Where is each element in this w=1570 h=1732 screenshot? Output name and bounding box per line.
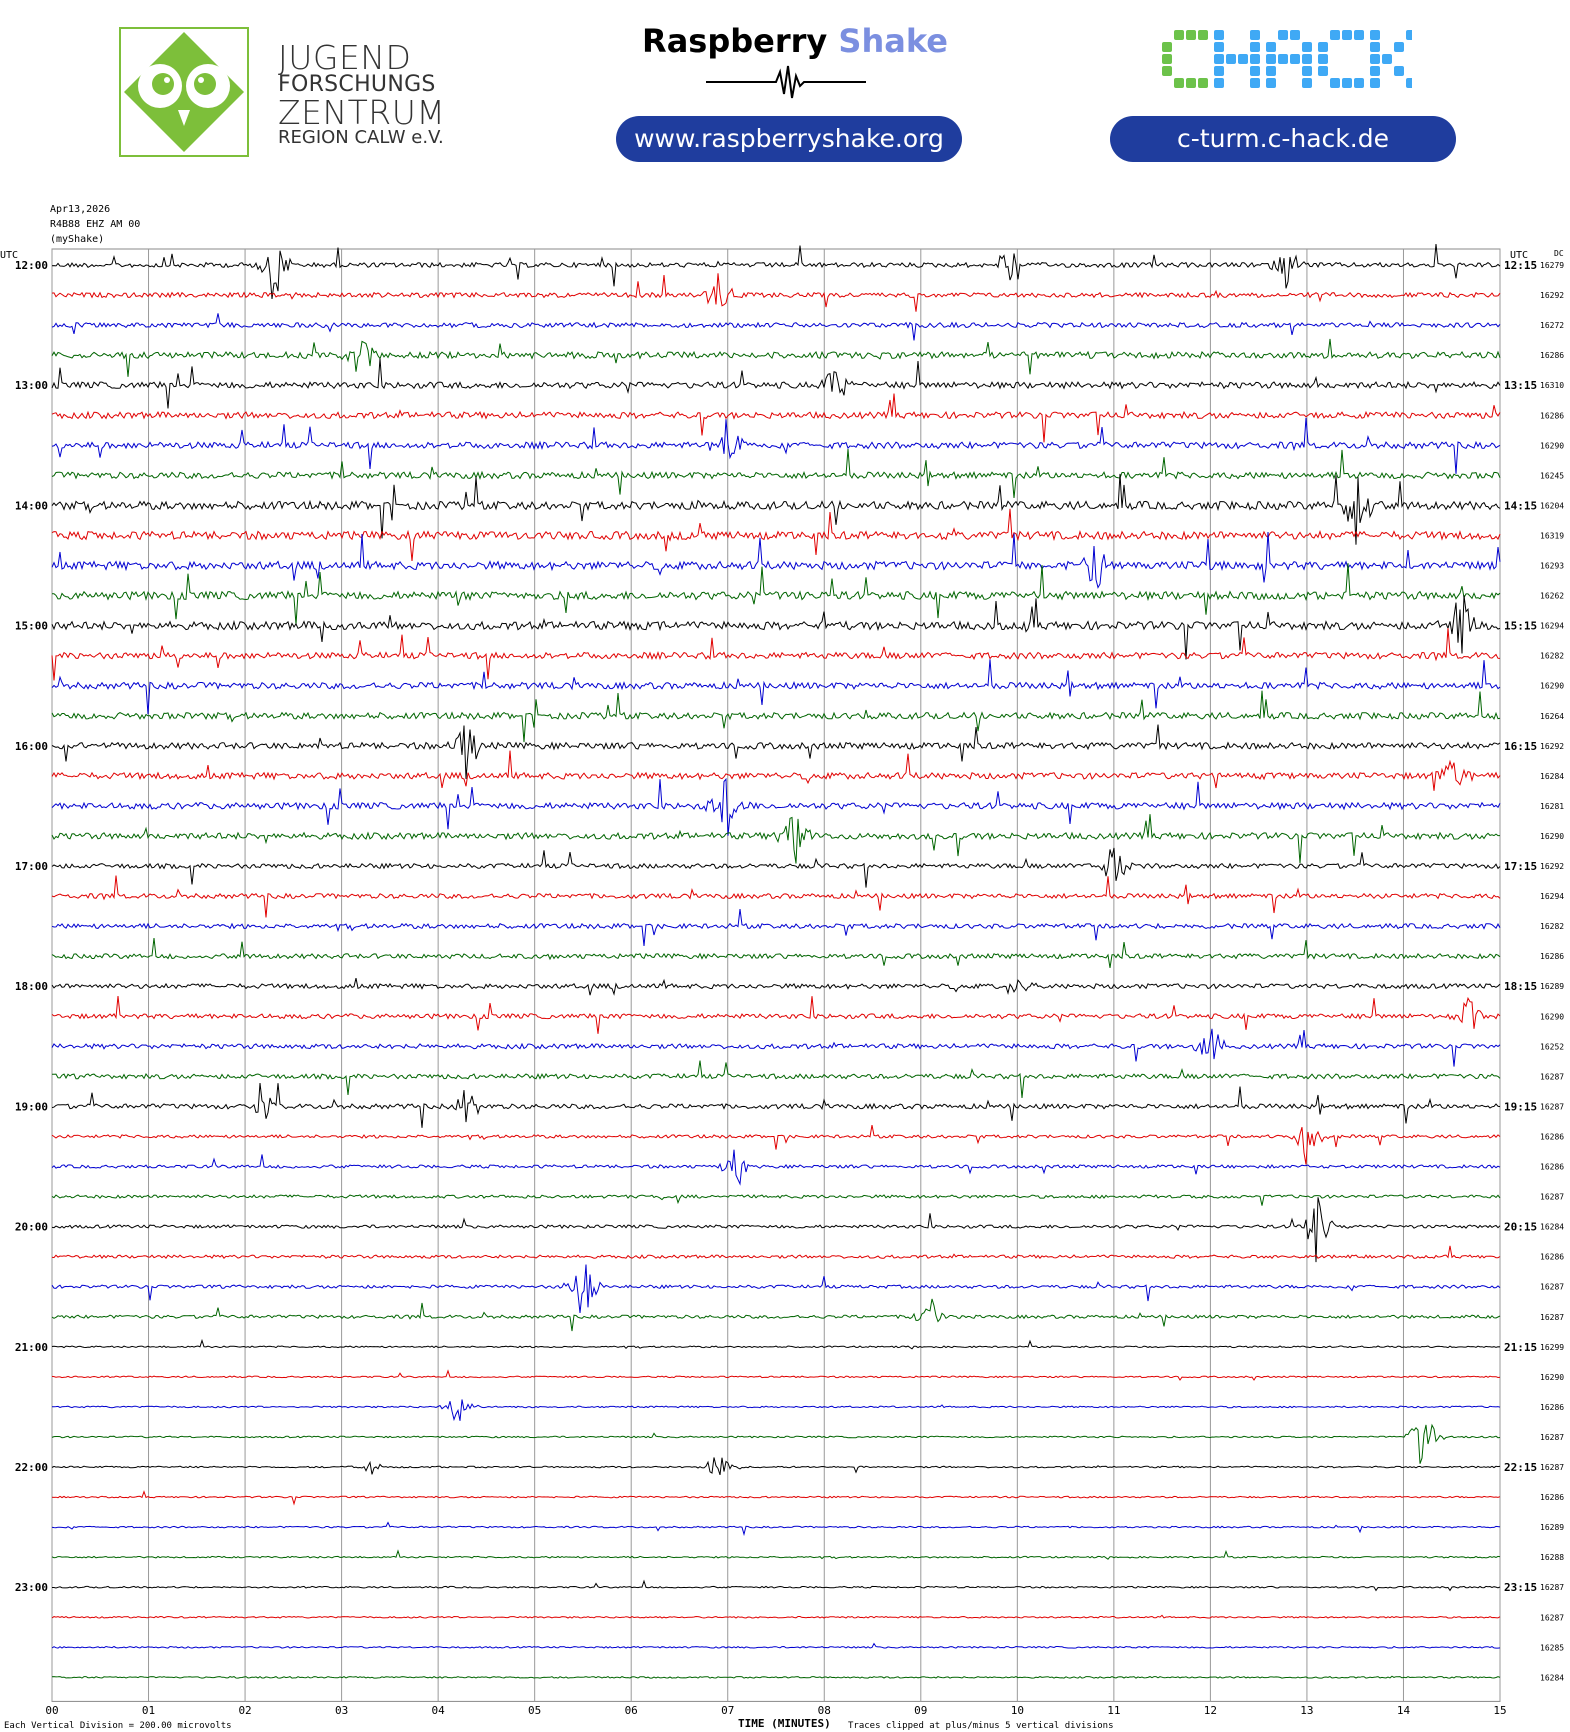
dc-value-label: 16286 (1540, 411, 1565, 421)
dc-value-label: 16286 (1540, 1132, 1565, 1142)
x-tick-label: 12 (1203, 1704, 1218, 1717)
left-time-label: 19:00 (14, 1100, 48, 1114)
right-time-label: 13:15 (1504, 379, 1538, 393)
dc-label: DC (1554, 249, 1564, 258)
dc-value-label: 16272 (1540, 321, 1565, 331)
x-tick-label: 07 (721, 1704, 735, 1717)
dc-value-label: 16284 (1540, 1222, 1565, 1232)
right-time-label: 16:15 (1504, 739, 1538, 753)
jfz-line4: REGION CALW e.V. (278, 127, 444, 148)
left-time-label: 16:00 (14, 739, 48, 753)
right-utc-label: UTC (1510, 250, 1529, 261)
left-time-label: 13:00 (14, 379, 48, 393)
left-utc-label: UTC (0, 250, 19, 261)
plot-frame (52, 249, 1500, 1701)
seismic-trace (52, 1246, 1500, 1258)
seismic-trace (52, 1061, 1500, 1098)
seismic-trace (52, 563, 1500, 625)
x-tick-label: 13 (1300, 1704, 1314, 1717)
seismic-trace (52, 876, 1500, 918)
rs-word1: Raspberry (642, 22, 828, 60)
seismic-trace (52, 1125, 1500, 1165)
dc-value-label: 16287 (1540, 1072, 1565, 1082)
right-time-label: 12:15 (1504, 259, 1538, 272)
dc-value-label: 16245 (1540, 471, 1565, 481)
seismic-trace (52, 1676, 1500, 1678)
dc-value-label: 16299 (1540, 1342, 1565, 1352)
seismic-trace (52, 691, 1500, 743)
x-tick-label: 10 (1010, 1704, 1024, 1717)
dc-value-label: 16264 (1540, 711, 1565, 721)
seismic-trace (52, 1523, 1500, 1535)
dc-value-label: 16292 (1540, 291, 1565, 301)
right-time-label: 21:15 (1504, 1340, 1538, 1354)
dc-value-label: 16204 (1540, 501, 1565, 511)
dc-value-label: 16286 (1540, 351, 1565, 361)
right-time-label: 15:15 (1504, 619, 1538, 633)
seismic-trace (52, 449, 1500, 498)
seismic-trace (52, 1492, 1500, 1504)
seismic-trace (52, 978, 1500, 995)
dc-value-label: 16286 (1540, 1162, 1565, 1172)
dc-value-label: 16290 (1540, 441, 1565, 451)
dc-value-label: 16279 (1540, 261, 1565, 270)
seismic-trace (52, 848, 1500, 888)
seismic-trace (52, 1299, 1500, 1331)
seismic-trace (52, 659, 1500, 714)
left-time-label: 14:00 (14, 499, 48, 513)
seismic-trace (52, 1195, 1500, 1206)
seismic-trace (52, 474, 1500, 545)
dc-value-label: 16285 (1540, 1643, 1565, 1653)
right-time-label: 18:15 (1504, 980, 1538, 994)
seismic-trace (52, 1197, 1500, 1262)
left-time-label: 17:00 (14, 860, 48, 873)
seismic-trace (52, 628, 1500, 680)
x-tick-label: 06 (624, 1704, 638, 1717)
seismic-trace (52, 1029, 1500, 1067)
dc-value-label: 16289 (1540, 1523, 1565, 1533)
x-tick-label: 04 (431, 1704, 445, 1717)
left-time-label: 23:00 (14, 1581, 48, 1595)
x-tick-label: 08 (817, 1704, 831, 1717)
seismic-trace (52, 814, 1500, 863)
dc-value-label: 16287 (1540, 1613, 1565, 1623)
header-date: Apr13,2026 (50, 204, 111, 215)
left-time-label: 15:00 (14, 619, 48, 633)
seismic-trace (52, 418, 1500, 474)
seismic-trace (52, 1644, 1500, 1649)
jfz-line3: ZENTRUM (278, 93, 446, 132)
dc-value-label: 16286 (1540, 1493, 1565, 1503)
x-tick-label: 03 (334, 1704, 349, 1717)
dc-value-label: 16286 (1540, 1252, 1565, 1262)
chack-url-link[interactable]: c-turm.c-hack.de (1110, 116, 1456, 162)
right-time-label: 23:15 (1504, 1581, 1538, 1595)
right-time-label: 19:15 (1504, 1100, 1538, 1114)
dc-value-label: 16294 (1540, 621, 1565, 631)
jfz-line2: FORSCHUNGS (278, 72, 436, 97)
dc-value-label: 16289 (1540, 982, 1565, 992)
seismic-trace (52, 1150, 1500, 1184)
dc-value-label: 16287 (1540, 1192, 1565, 1202)
x-tick-label: 15 (1493, 1704, 1507, 1717)
left-time-label: 12:00 (14, 259, 48, 272)
dc-value-label: 16262 (1540, 591, 1565, 601)
seismic-trace (52, 244, 1500, 299)
seismic-trace (52, 938, 1500, 968)
dc-value-label: 16286 (1540, 952, 1565, 962)
x-tick-label: 01 (141, 1704, 156, 1717)
dc-value-label: 16290 (1540, 681, 1565, 691)
dc-value-label: 16310 (1540, 381, 1565, 391)
right-time-label: 22:15 (1504, 1461, 1538, 1474)
seismic-trace (52, 1400, 1500, 1421)
seismic-trace (52, 532, 1500, 588)
seismic-trace (52, 1458, 1500, 1475)
x-tick-label: 11 (1107, 1704, 1121, 1717)
seismic-trace (52, 1371, 1500, 1380)
rs-word2: Shake (838, 22, 948, 60)
x-tick-label: 05 (528, 1704, 542, 1717)
seismic-trace (52, 359, 1500, 409)
dc-value-label: 16252 (1540, 1042, 1565, 1052)
seismic-trace (52, 1425, 1500, 1464)
dc-value-label: 16287 (1540, 1102, 1565, 1112)
x-axis-label: TIME (MINUTES) (738, 1717, 831, 1730)
dc-value-label: 16281 (1540, 801, 1565, 811)
dc-value-label: 16292 (1540, 862, 1565, 871)
dc-value-label: 16290 (1540, 1012, 1565, 1022)
dc-value-label: 16286 (1540, 1402, 1565, 1412)
dc-value-label: 16282 (1540, 651, 1565, 661)
seismic-trace (52, 1341, 1500, 1349)
seismic-trace (52, 595, 1500, 659)
dc-value-label: 16292 (1540, 741, 1565, 751)
dc-value-label: 16288 (1540, 1553, 1565, 1563)
dc-value-label: 16287 (1540, 1312, 1565, 1322)
header-station: R4B88 EHZ AM 00 (50, 219, 141, 230)
seismic-trace (52, 1083, 1500, 1128)
dc-value-label: 16287 (1540, 1463, 1565, 1472)
x-tick-label: 02 (238, 1704, 252, 1717)
left-time-label: 21:00 (14, 1340, 48, 1354)
seismic-trace (52, 339, 1500, 377)
scale-note: Each Vertical Division = 200.00 microvolts (4, 1721, 232, 1731)
dc-value-label: 16287 (1540, 1432, 1565, 1442)
clip-note: Traces clipped at plus/minus 5 vertical divisions (848, 1721, 1114, 1731)
seismic-trace (52, 779, 1500, 836)
dc-value-label: 16294 (1540, 892, 1565, 902)
left-time-label: 20:00 (14, 1220, 48, 1234)
left-time-label: 18:00 (14, 980, 48, 994)
seismic-trace (52, 751, 1500, 791)
dc-value-label: 16282 (1540, 922, 1565, 932)
seismic-trace (52, 394, 1500, 443)
seismic-trace (52, 273, 1500, 311)
seismic-trace (52, 313, 1500, 340)
dc-value-label: 16293 (1540, 561, 1565, 571)
right-time-label: 14:15 (1504, 499, 1538, 513)
seismic-trace (52, 1551, 1500, 1559)
x-tick-label: 14 (1396, 1704, 1411, 1717)
dc-value-label: 16287 (1540, 1282, 1565, 1292)
left-time-label: 22:00 (14, 1461, 48, 1474)
right-time-label: 20:15 (1504, 1220, 1538, 1234)
dc-value-label: 16284 (1540, 771, 1565, 781)
seismic-trace (52, 725, 1500, 779)
raspberry-shake-url-link[interactable]: www.raspberryshake.org (616, 116, 962, 162)
seismic-trace (52, 1581, 1500, 1590)
dc-value-label: 16284 (1540, 1673, 1565, 1683)
x-tick-label: 09 (914, 1704, 928, 1717)
x-tick-label: 00 (45, 1704, 59, 1717)
seismic-trace (52, 509, 1500, 561)
seismic-trace (52, 996, 1500, 1034)
dc-value-label: 16287 (1540, 1583, 1565, 1593)
seismic-trace (52, 1265, 1500, 1313)
seismic-trace (52, 1615, 1500, 1618)
jfz-line1: JUGEND (278, 38, 412, 77)
dc-value-label: 16290 (1540, 831, 1565, 841)
dc-value-label: 16290 (1540, 1372, 1565, 1382)
seismic-trace (52, 909, 1500, 946)
header-network: (myShake) (50, 234, 105, 245)
right-time-label: 17:15 (1504, 860, 1538, 873)
dc-value-label: 16319 (1540, 531, 1565, 541)
